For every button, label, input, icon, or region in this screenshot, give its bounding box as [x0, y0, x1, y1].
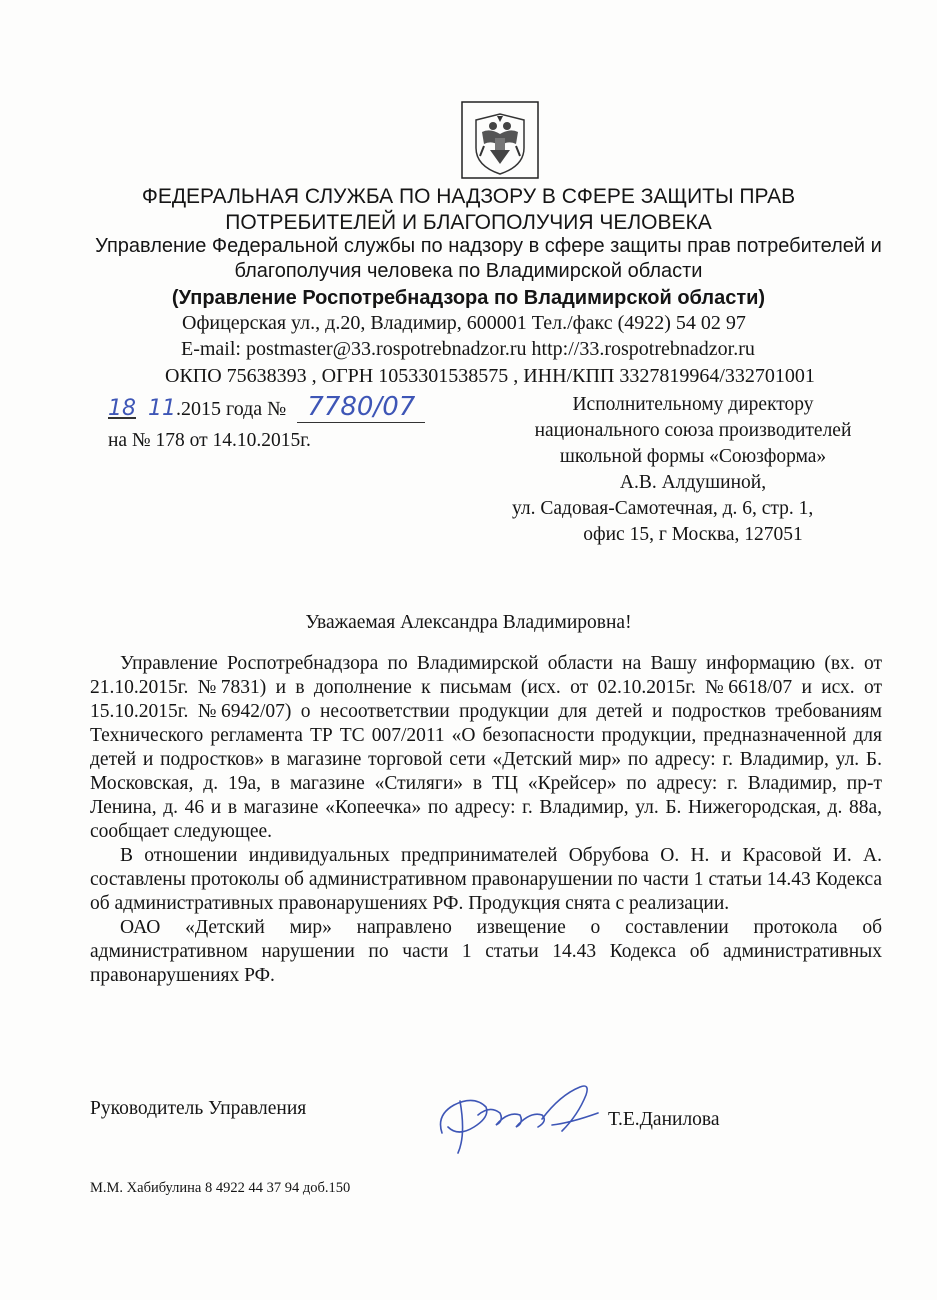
- signatory-name: Т.Е.Данилова: [608, 1109, 720, 1130]
- body-paragraph-3: ОАО «Детский мир» направлено извещение о составлении протокола об административном нарушении по части 1 статьи 14.43 Кодекса об административных правонарушениях РФ.: [90, 917, 882, 986]
- recipient-city: офис 15, г Москва, 127051: [583, 524, 803, 545]
- date-day-handwritten: 18: [108, 396, 136, 421]
- email-website-line: E-mail: postmaster@33.rospotrebnadzor.ru http://33.rospotrebnadzor.ru: [181, 338, 755, 360]
- salutation: Уважаемая Александра Владимировна!: [305, 612, 632, 633]
- letter-body: [90, 652, 882, 988]
- date-year-text: .2015 года №: [176, 398, 287, 420]
- agency-name-line1: ФЕДЕРАЛЬНАЯ СЛУЖБА ПО НАДЗОРУ В СФЕРЕ ЗАЩИТЫ ПРАВ: [141, 185, 796, 208]
- signatory-title: Руководитель Управления: [90, 1098, 307, 1119]
- body-paragraph-2: В отношении индивидуальных предпринимателей Обрубова О. Н. и Красовой И. А. составлены протоколы об административном правонарушении по части 1 статьи 14.43 Кодекса об административных правонарушениях РФ. Продукция снята с реализации.: [90, 845, 882, 914]
- reference-incoming-number: на № 178 от 14.10.2015г.: [108, 430, 311, 451]
- department-name-line1: Управление Федеральной службы по надзору в сфере защиты прав потребителей и: [95, 235, 882, 257]
- department-short-name: (Управление Роспотребнадзора по Владимирской области): [171, 287, 766, 309]
- body-paragraph-1: Управление Роспотребнадзора по Владимирской области на Вашу информацию (вх. от 21.10.2015г. №7831) и в дополнение к письмам (исх. от 02.10.2015г. №6618/07 и исх. от 15.10.2015г. №6942/07) о несоответствии продукции для детей и подростков требованиям Технического регламента ТР ТС 007/2011 «О безопасности продукции, предназначенной для детей и подростков» в магазине торговой сети «Детский мир» по адресу: г. Владимир, ул. Б. Московская, д. 19а, в магазине «Стиляги» в ТЦ «Крейсер» по адресу: г. Владимир, пр-т Ленина, д. 46 и в магазине «Копеечка» по адресу: г. Владимир, ул. Б. Нижегородская, д. 88а, сообщает следующее.: [90, 653, 882, 842]
- date-month-handwritten: 11: [148, 396, 176, 421]
- agency-name-line2: ПОТРЕБИТЕЛЕЙ И БЛАГОПОЛУЧИЯ ЧЕЛОВЕКА: [225, 211, 712, 234]
- recipient-line1: Исполнительному директору: [572, 394, 814, 415]
- recipient-street: ул. Садовая-Самотечная, д. 6, стр. 1,: [512, 498, 814, 519]
- department-name-line2: благополучия человека по Владимирской области: [234, 260, 703, 282]
- coat-of-arms-emblem: [460, 100, 540, 180]
- recipient-line2: национального союза производителей: [534, 420, 852, 441]
- postal-address-phone: Офицерская ул., д.20, Владимир, 600001 Тел./факс (4922) 54 02 97: [182, 312, 746, 334]
- recipient-name: А.В. Алдушиной,: [619, 472, 767, 493]
- letter-number-handwritten: 7780/07: [297, 392, 425, 423]
- registration-codes-line: ОКПО 75638393 , ОГРН 1053301538575 , ИНН/КПП 3327819964/332701001: [165, 365, 815, 387]
- handwritten-signature: [430, 1075, 615, 1165]
- outgoing-date-number: [108, 392, 425, 423]
- recipient-block: [498, 392, 888, 548]
- recipient-line3: школьной формы «Союзформа»: [559, 446, 827, 467]
- executor-contact: М.М. Хабибулина 8 4922 44 37 94 доб.150: [90, 1180, 351, 1196]
